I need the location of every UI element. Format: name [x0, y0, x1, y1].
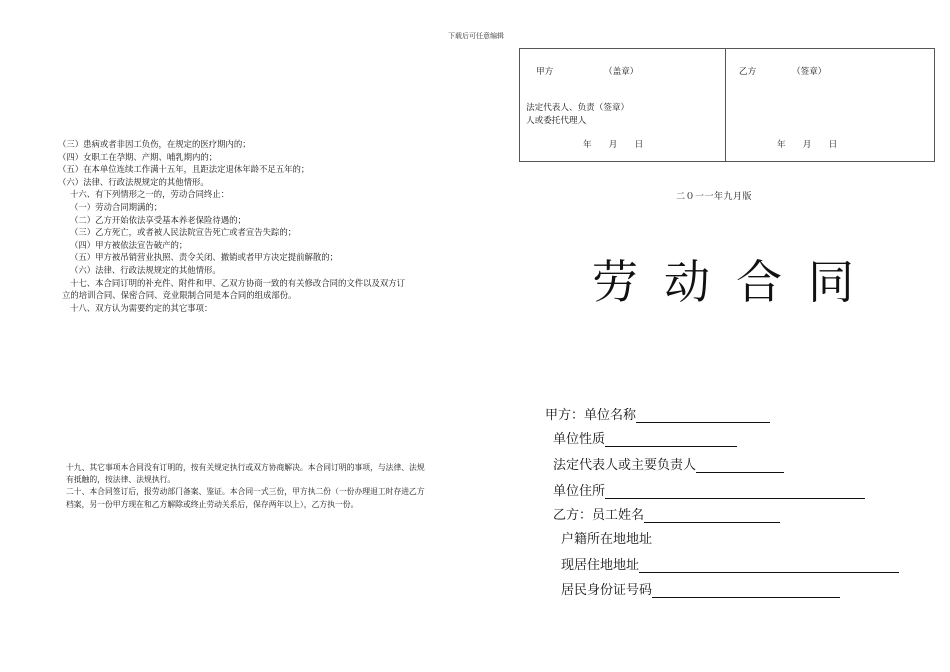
blank-line[interactable]	[605, 484, 865, 499]
blank-line[interactable]	[644, 508, 780, 523]
party-a-seal: （盖章）	[604, 67, 639, 77]
clause-line: 立的培训合同、保密合同、竞业限制合同是本合同的组成部份。	[62, 290, 297, 301]
legal-rep-line2: 人或委托代理人	[526, 116, 587, 126]
clause-line: 十九、其它事项本合同没有订明的，按有关规定执行或双方协商解决。本合同订明的事项，与法律、法规	[66, 463, 425, 472]
field-label: 甲方：单位名称	[545, 408, 637, 423]
clause-line: （二）乙方开始依法享受基本养老保险待遇的；	[70, 214, 246, 225]
id-number-field[interactable]	[561, 579, 840, 598]
hukou-address-field	[561, 528, 652, 547]
clause-line: （三）患病或者非因工负伤，在规定的医疗期内的；	[58, 139, 251, 149]
clause-heading-16: 十六、有下列情形之一的，劳动合同终止：	[70, 189, 230, 200]
blank-line[interactable]	[652, 583, 840, 598]
clause-line: （五）在本单位连续工作满十五年，且距法定退休年龄不足五年的；	[58, 164, 310, 175]
clause-line: 二十、本合同签订后，报劳动部门备案、鉴证。本合同一式三份，甲方执二份（一份办理退工时存进乙方	[66, 487, 425, 497]
field-label: 乙方：员工姓名	[553, 508, 645, 523]
blank-line[interactable]	[605, 432, 737, 447]
clause-line: （六）法律、行政法规规定的其他情形。	[70, 264, 221, 275]
clause-line: （三）乙方死亡，或者被人民法院宣告死亡或者宣告失踪的；	[70, 227, 297, 238]
field-label: 单位住所	[553, 484, 606, 499]
blank-line[interactable]	[696, 458, 784, 473]
clause-line: 档案，另一份甲方现在和乙方解除或终止劳动关系后，保存两年以上），乙方执一份。	[66, 499, 359, 509]
party-b-name-field[interactable]	[553, 504, 780, 523]
clause-heading-17: 十七、本合同订明的补充件、附件和甲、乙双方协商一致的有关修改合同的文件以及双方订	[70, 277, 405, 288]
party-a-unit-name-field[interactable]	[545, 404, 770, 423]
date-party-a: 年 月 日	[583, 140, 644, 150]
field-label: 户籍所在地地址	[561, 532, 653, 547]
left-clauses	[58, 138, 405, 314]
blank-line[interactable]	[639, 558, 899, 573]
clause-line: （六）法律、行政法规规定的其他情形。	[58, 176, 209, 187]
clause-line: 有抵触的，按法律、法规执行。	[66, 475, 176, 485]
party-b-sign: （签章）	[792, 67, 827, 77]
clause-heading-18: 十八、双方认为需要约定的其它事项：	[70, 302, 213, 313]
field-label: 单位性质	[553, 432, 606, 447]
clause-line: （五）甲方被吊销营业执照、责令关闭、撤销或者甲方决定提前解散的；	[70, 252, 338, 263]
clause-line: （四）女职工在孕期、产期、哺乳期内的；	[58, 151, 218, 162]
field-label: 现居住地地址	[561, 558, 640, 573]
party-b-label: 乙方	[739, 67, 757, 77]
unit-address-field[interactable]	[553, 480, 865, 499]
clause-line: （四）甲方被依法宣告破产的；	[70, 239, 188, 250]
clause-line: （一）劳动合同期满的；	[70, 201, 163, 212]
legal-rep-field[interactable]	[553, 454, 784, 473]
party-a-label: 甲方	[536, 67, 554, 77]
edition-label: 二０一一年九月版	[676, 192, 753, 202]
signature-table	[519, 48, 935, 162]
unit-nature-field[interactable]	[553, 428, 737, 447]
legal-rep-line1: 法定代表人、负责（签章）	[526, 103, 630, 113]
blank-line[interactable]	[636, 408, 770, 423]
current-address-field[interactable]	[561, 554, 899, 573]
field-label: 法定代表人或主要负责人	[553, 458, 697, 473]
field-label: 居民身份证号码	[561, 583, 653, 598]
header-note: 下载后可任意编辑	[448, 32, 504, 40]
page-title: 劳动合同	[592, 255, 880, 309]
table-divider	[725, 49, 726, 161]
bottom-clauses	[66, 462, 425, 511]
date-party-b: 年 月 日	[777, 140, 838, 150]
